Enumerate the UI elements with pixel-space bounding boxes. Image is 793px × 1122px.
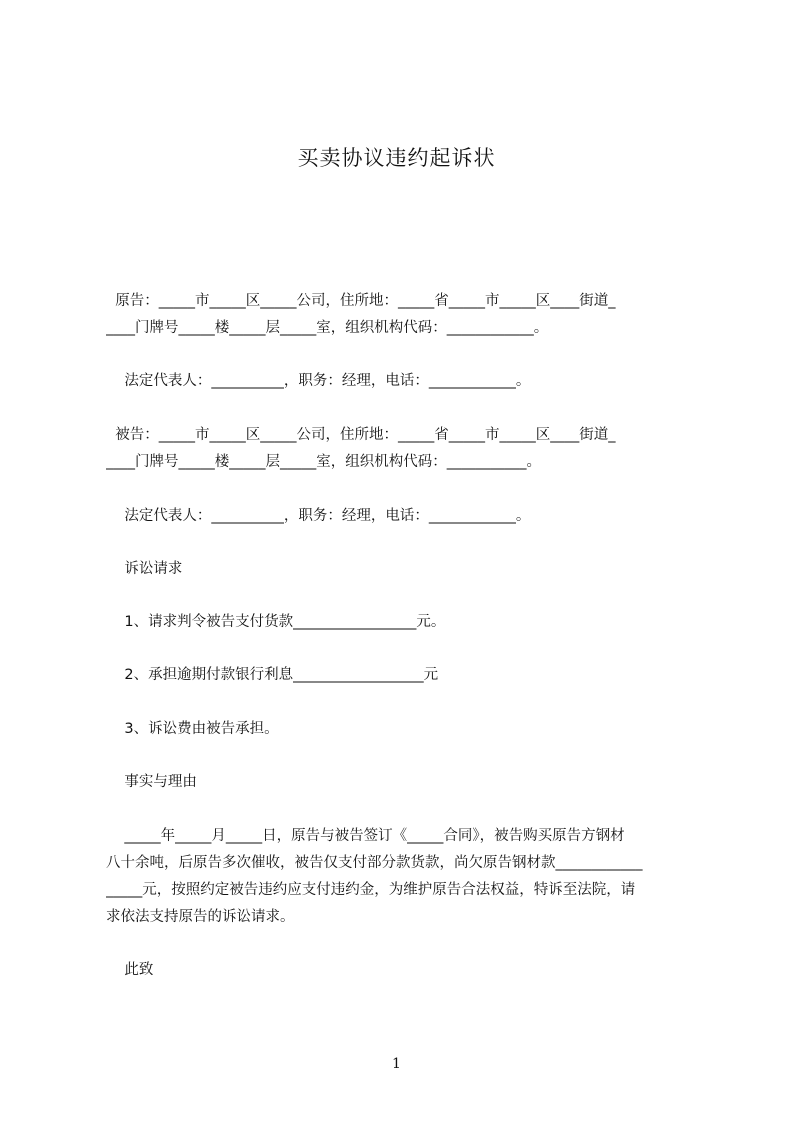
claim-item-1: 1、请求判令被告支付货款_________________元。	[106, 614, 446, 630]
defendant-line-1: 被告：_____市_____区_____公司，住所地：_____省_____市_____区____街道_	[106, 427, 616, 443]
claims-heading: 诉讼请求	[106, 561, 183, 577]
facts-heading: 事实与理由	[106, 774, 197, 790]
plaintiff-line-2: ____门牌号_____楼_____层_____室，组织机构代码：____________。	[106, 320, 549, 336]
closing-line: 此致	[106, 962, 154, 978]
document-title: 买卖协议违约起诉状	[297, 146, 496, 170]
plaintiff-representative: 法定代表人：__________，职务：经理，电话：____________。	[106, 373, 531, 389]
claim-item-2: 2、承担逾期付款银行利息__________________元	[106, 667, 439, 683]
plaintiff-line-1: 原告：_____市_____区_____公司，住所地：_____省_____市_____区____街道_	[106, 293, 616, 309]
page-number: 1	[392, 1056, 401, 1072]
defendant-representative: 法定代表人：__________，职务：经理，电话：____________。	[106, 508, 531, 524]
facts-line-1: _____年_____月_____日，原告与被告签订《_____合同》，被告购买原告方钢材	[106, 828, 625, 844]
facts-line-3: _____元，按照约定被告违约应支付违约金，为维护原告合法权益，特诉至法院，请	[106, 882, 636, 898]
defendant-line-2: ____门牌号_____楼_____层_____室，组织机构代码：___________。	[106, 454, 541, 470]
facts-line-2: 八十余吨，后原告多次催收，被告仅支付部分款货款，尚欠原告钢材款____________	[106, 855, 643, 871]
facts-line-4: 求依法支持原告的诉讼请求。	[106, 909, 295, 925]
claim-item-3: 3、诉讼费由被告承担。	[106, 721, 279, 737]
